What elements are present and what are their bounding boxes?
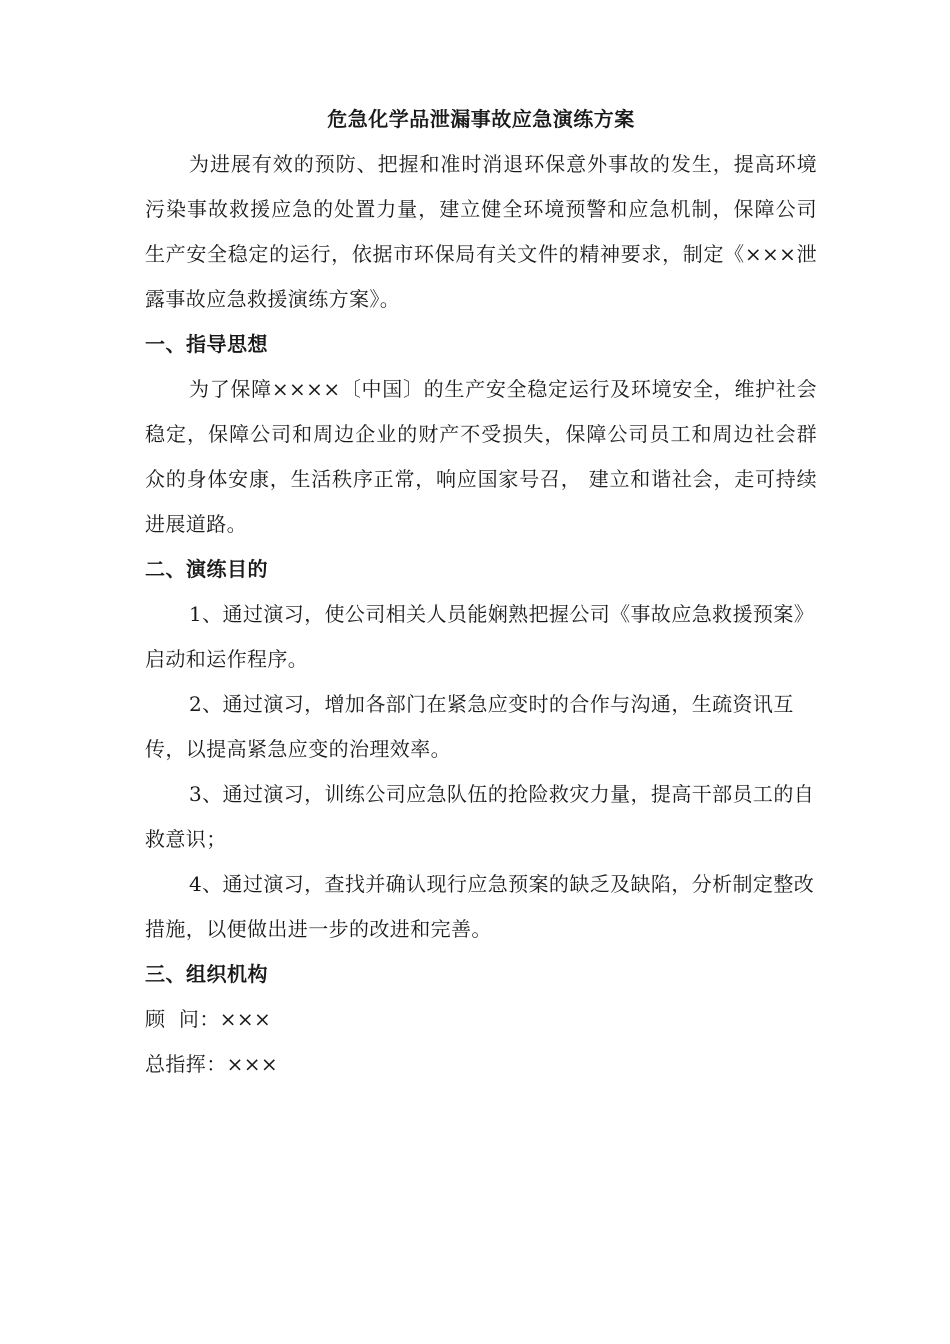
section-heading-organization: 三、组织机构 — [145, 962, 268, 986]
purpose-item-1: 1、通过演习，使公司相关人员能娴熟把握公司《事故应急救援预案》启动和运作程序。 — [145, 602, 815, 671]
document-body — [145, 104, 817, 1087]
purpose-item-3: 3、通过演习，训练公司应急队伍的抢险救灾力量，提高干部员工的自救意识； — [145, 782, 815, 851]
section-heading-guiding-ideology: 一、指导思想 — [145, 332, 268, 356]
intro-paragraph: 为进展有效的预防、把握和准时消退环保意外事故的发生，提高环境污染事故救援应急的处置力量，建立健全环境预警和应急机制，保障公司生产安全稳定的运行，依据市环保局有关文件的精神要求，制定《×××泄露事故应急救援演练方案》。 — [145, 152, 817, 311]
organization-advisor-line: 顾 问：××× — [145, 1007, 272, 1031]
section-heading-drill-purpose: 二、演练目的 — [145, 557, 268, 581]
document-title: 危急化学品泄漏事故应急演练方案 — [327, 107, 635, 131]
organization-commander-line: 总指挥：××× — [145, 1052, 279, 1076]
purpose-item-2: 2、通过演习，增加各部门在紧急应变时的合作与沟通，生疏资讯互传，以提高紧急应变的治理效率。 — [145, 692, 794, 761]
purpose-item-4: 4、通过演习，查找并确认现行应急预案的缺乏及缺陷，分析制定整改措施，以便做出进一步的改进和完善。 — [145, 872, 815, 941]
guiding-ideology-paragraph: 为了保障××××〔中国〕的生产安全稳定运行及环境安全，维护社会稳定，保障公司和周边企业的财产不受损失，保障公司员工和周边社会群众的身体安康，生活秩序正常，响应国家号召， 建立和谐社会，走可持续进展道路。 — [145, 377, 817, 536]
